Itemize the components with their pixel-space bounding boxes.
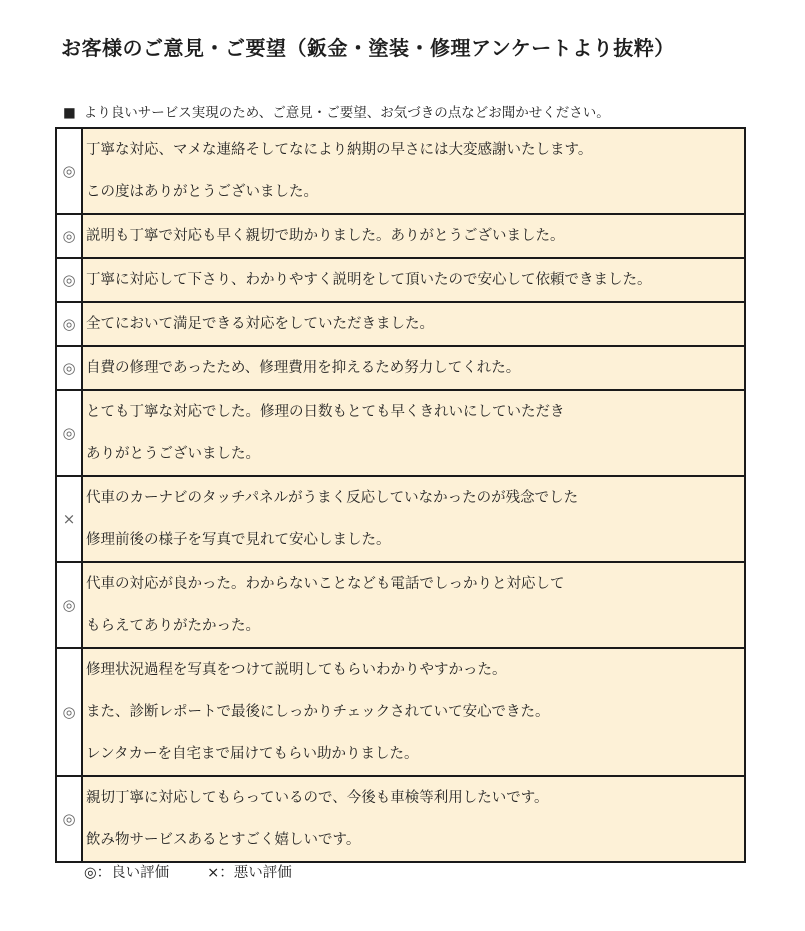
comment-line: 全てにおいて満足できる対応をしていただきました。 <box>86 316 434 332</box>
table-row <box>56 128 745 214</box>
rating-mark: ◎ <box>56 346 82 390</box>
comment-cell <box>82 302 745 346</box>
comment-line: 代車のカーナビのタッチパネルがうまく反応していなかったのが残念でした <box>86 490 579 506</box>
comment-line: 親切丁寧に対応してもらっているので、今後も車検等利用したいです。 <box>86 790 549 806</box>
comment-line: ありがとうございました。 <box>86 446 260 462</box>
comment-cell <box>82 562 745 648</box>
legend-bad: ×：悪い評価 <box>207 865 292 881</box>
comment-cell <box>82 128 745 214</box>
table-row <box>56 776 745 862</box>
comment-line: 飲み物サービスあるとすごく嬉しいです。 <box>86 832 361 848</box>
table-row <box>56 648 745 776</box>
legend-good: ◎：良い評価 <box>84 865 170 881</box>
comment-cell <box>82 776 745 862</box>
comment-line: また、診断レポートで最後にしっかりチェックされていて安心できた。 <box>86 704 550 720</box>
intro-label: より良いサービス実現のため、ご意見・ご要望、お気づきの点などお聞かせください。 <box>83 105 610 121</box>
page-title: お客様のご意見・ご要望（鈑金・塗装・修理アンケートより抜粋） <box>61 36 675 60</box>
comment-cell <box>82 648 745 776</box>
table-row <box>56 476 745 562</box>
rating-mark: ◎ <box>56 776 82 862</box>
comment-cell <box>82 390 745 476</box>
table-row <box>56 562 745 648</box>
table-row <box>56 390 745 476</box>
feedback-table-body <box>56 128 745 862</box>
comment-line: 丁寧に対応して下さり、わかりやすく説明をして頂いたので安心して依頼できました。 <box>86 272 652 288</box>
table-row <box>56 214 745 258</box>
comment-line: 丁寧な対応、マメな連絡そしてなにより納期の早さには大変感謝いたします。 <box>86 142 593 158</box>
rating-mark: ◎ <box>56 562 82 648</box>
comment-line: 修理状況過程を写真をつけて説明してもらいわかりやすかった。 <box>86 662 507 678</box>
rating-mark: ◎ <box>56 214 82 258</box>
comment-line: とても丁寧な対応でした。修理の日数もとても早くきれいにしていただき <box>86 404 565 420</box>
rating-mark: ◎ <box>56 648 82 776</box>
table-row <box>56 258 745 302</box>
table-row <box>56 346 745 390</box>
feedback-table <box>55 127 746 863</box>
comment-line: レンタカーを自宅まで届けてもらい助かりました。 <box>86 746 419 762</box>
comment-cell <box>82 214 745 258</box>
square-bullet-icon: ■ <box>63 105 76 121</box>
rating-mark: ◎ <box>56 258 82 302</box>
table-row <box>56 302 745 346</box>
rating-mark: ◎ <box>56 390 82 476</box>
comment-cell <box>82 346 745 390</box>
comment-line: 説明も丁寧で対応も早く親切で助かりました。ありがとうございました。 <box>86 228 565 244</box>
rating-mark: × <box>56 476 82 562</box>
intro-text <box>63 101 610 121</box>
comment-line: もらえてありがたかった。 <box>86 618 260 634</box>
comment-line: 修理前後の様子を写真で見れて安心しました。 <box>86 532 391 548</box>
comment-line: この度はありがとうございました。 <box>86 184 318 200</box>
comment-line: 代車の対応が良かった。わからないことなども電話でしっかりと対応して <box>86 576 565 592</box>
rating-mark: ◎ <box>56 128 82 214</box>
comment-cell <box>82 258 745 302</box>
comment-line: 自費の修理であったため、修理費用を抑えるため努力してくれた。 <box>86 360 521 376</box>
rating-mark: ◎ <box>56 302 82 346</box>
comment-cell <box>82 476 745 562</box>
rating-legend <box>84 861 292 882</box>
